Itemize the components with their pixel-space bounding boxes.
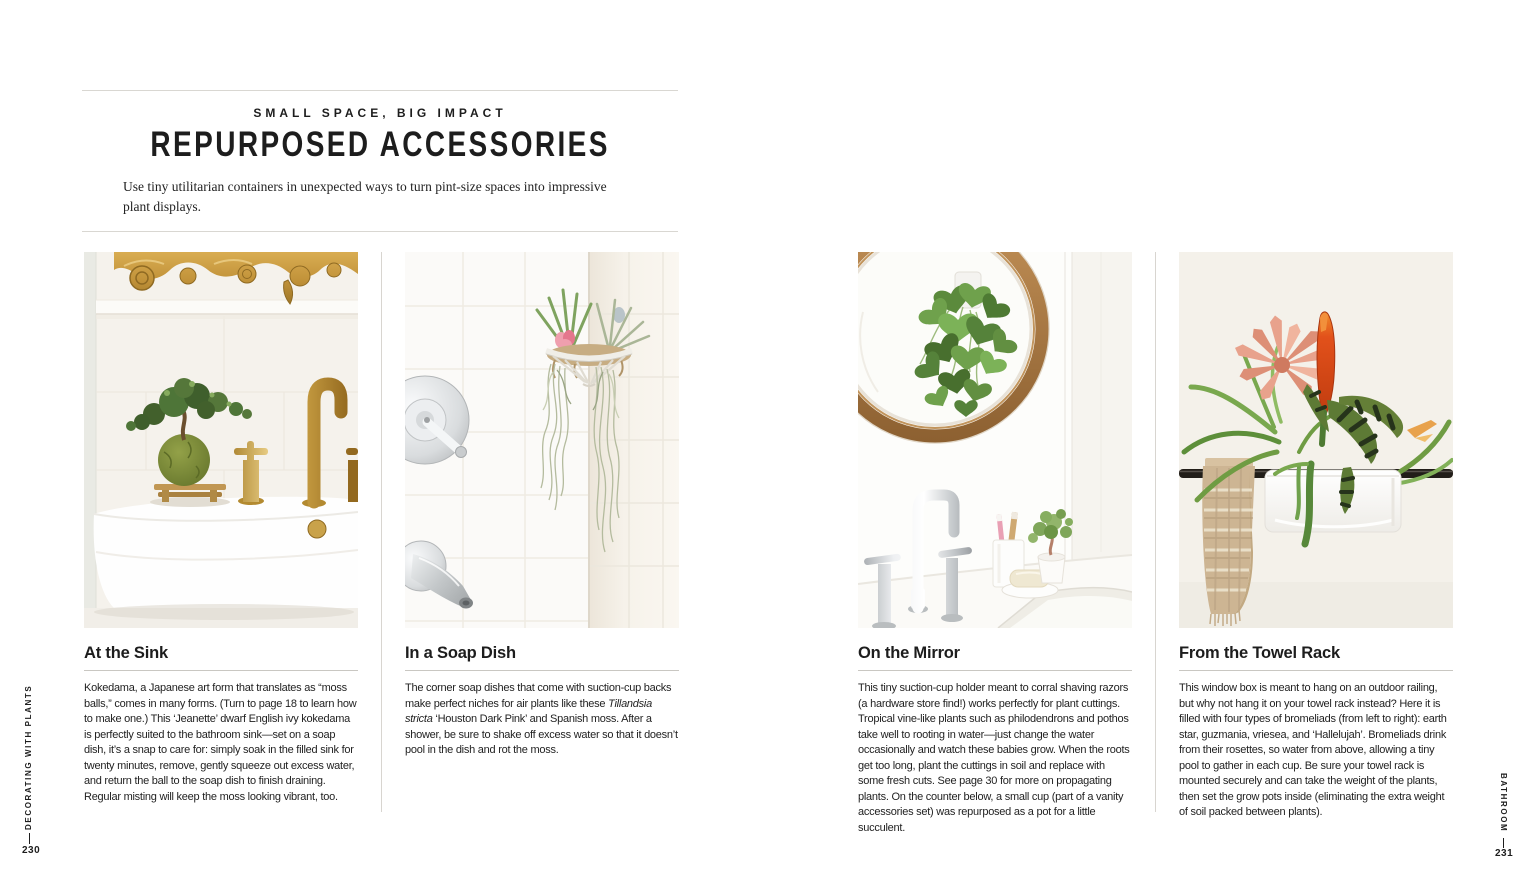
header-intro: Use tiny utilitarian containers in unexpected ways to turn pint-size spaces into impressive plant displays. — [123, 179, 607, 214]
left-running-foot: DECORATING WITH PLANTS — [24, 684, 33, 830]
tile-ledge — [96, 300, 358, 319]
section-body: This tiny suction-cup holder meant to corral shaving razors (a hardware store find!) works perfectly for plant cuttings. Tropical vine-like plants such as philodendrons and pothos take well to rooting in water—just change the water occasionally and watch these babies grow. When the roots get too long, plant the cuttings in soil and replace with some fresh cuts. See page 30 for more on propagating plants. On the counter below, a small cup (part of a vanity accessories set) was repurposed as a pot for a little succulent. — [858, 682, 1130, 834]
header-block — [82, 90, 678, 232]
sink-photo-illustration — [84, 252, 358, 628]
section-from-the-towel-rack — [1179, 252, 1453, 821]
right-folio-dash — [1503, 838, 1504, 848]
white-sink — [84, 497, 358, 628]
section-on-the-mirror — [858, 252, 1132, 836]
mirror-photo-illustration — [858, 252, 1132, 628]
photo-kokedama-at-sink — [84, 252, 358, 628]
section-body: The corner soap dishes that come with suction-cup backs make perfect niches for air plants like these Tillandsia stricta ‘Houston Dark Pink’ and Spanish moss. After a shower, be sure to shake off excess water so that it doesn’t pool in the dish and rot the moss. — [405, 682, 678, 756]
column-divider-left-page — [381, 252, 382, 812]
right-page-number: 231 — [1495, 848, 1514, 859]
left-page-number: 230 — [22, 845, 41, 856]
heading-rule — [84, 670, 358, 671]
photo-mirror-cuttings — [858, 252, 1132, 628]
section-in-a-soap-dish — [405, 252, 679, 759]
photo-shower-corner-basket — [405, 252, 679, 628]
heading-rule — [858, 670, 1132, 671]
shower-photo-illustration — [405, 252, 679, 628]
section-heading: On the Mirror — [858, 644, 960, 662]
header-kicker: SMALL SPACE, BIG IMPACT — [253, 106, 507, 120]
heading-rule — [405, 670, 679, 671]
section-heading: In a Soap Dish — [405, 644, 516, 662]
column-divider-right-page — [1155, 252, 1156, 812]
page-title-wrap — [82, 125, 678, 165]
ivy-trunk — [183, 410, 185, 440]
section-body: Kokedama, a Japanese art form that translates as “moss balls,” comes in many forms. (Turn to page 18 to learn how to make one.) This ‘Jeanette’ dwarf English ivy kokedama is perfectly suited to the bathroom sink—set on a soap dish, it’s a snap to care for: simply soak in the filled sink for twenty minutes, remove, gently squeeze out excess water, and return the ball to the soap dish to finish draining. Regular misting will keep the moss looking vibrant, too. — [84, 682, 357, 803]
page-title: REPURPOSED ACCESSORIES — [150, 125, 610, 164]
towel-rack-photo-illustration — [1179, 252, 1453, 628]
left-folio-dash — [29, 833, 30, 844]
right-running-foot: BATHROOM — [1499, 773, 1508, 833]
section-body: This window box is meant to hang on an outdoor railing, but why not hang it on your towel rack instead? Here it is filled with four types of bromeliads (from left to right): earth star, guzmania, vriesea, and ‘Hallelujah’. Bromeliads drink from their rosettes, so water from above, allowing a tiny pool to gather in each cup. Be sure your towel rack is mounted securely and can take the weight of the plants, then set the grow pots inside (eliminating the extra weight of soil packed between plants). — [1179, 682, 1447, 818]
photo-towel-rack-window-box — [1179, 252, 1453, 628]
section-heading: From the Towel Rack — [1179, 644, 1340, 662]
wall-left-strip — [84, 252, 96, 628]
section-at-the-sink — [84, 252, 358, 805]
section-heading: At the Sink — [84, 644, 168, 662]
white-window-box — [1265, 470, 1401, 532]
brass-drain-knob — [308, 520, 326, 538]
heading-rule — [1179, 670, 1453, 671]
